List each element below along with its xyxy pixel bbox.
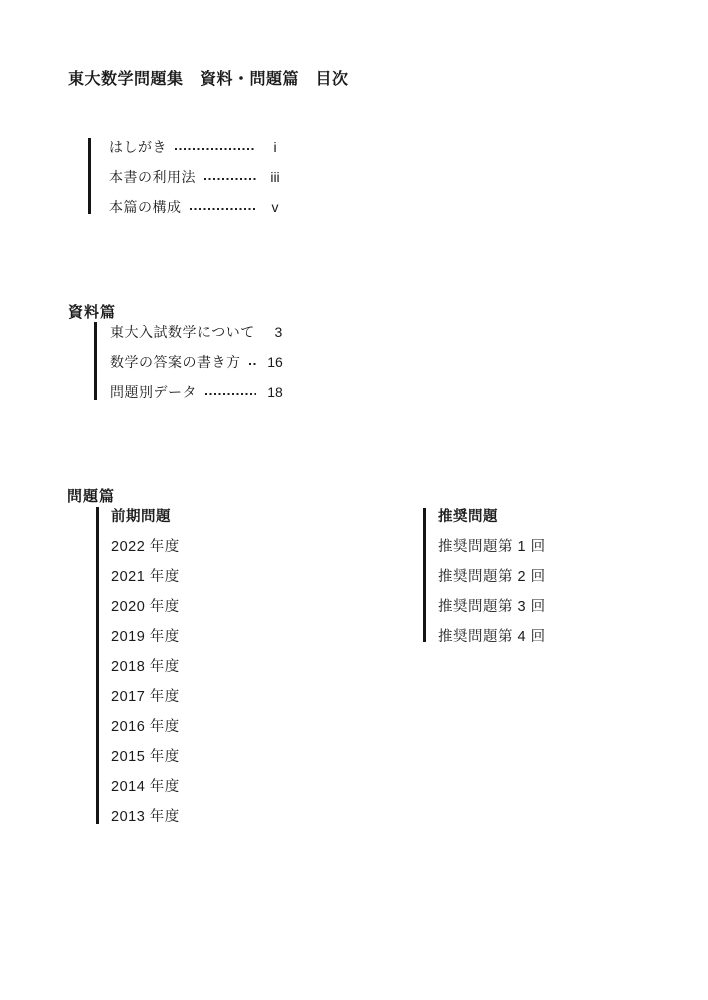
year-item-2019: 2019 年度 bbox=[111, 628, 180, 645]
suisho-column bbox=[438, 500, 546, 650]
toc-entry-page: v bbox=[271, 199, 279, 215]
toc-entry-page: iii bbox=[270, 169, 280, 185]
toc-entry-hashigaki bbox=[109, 132, 288, 162]
toc-entry-label: 本書の利用法 bbox=[109, 169, 196, 185]
dot-leader bbox=[205, 393, 256, 395]
year-item-2022: 2022 年度 bbox=[111, 538, 180, 555]
toc-entry-label: 本篇の構成 bbox=[109, 199, 182, 215]
section-heading-mondaihen: 問題篇 bbox=[67, 488, 116, 505]
year-item-2021: 2021 年度 bbox=[111, 568, 180, 585]
dot-leader bbox=[190, 208, 257, 210]
dot-leader bbox=[204, 178, 256, 180]
year-item-2020: 2020 年度 bbox=[111, 598, 180, 615]
toc-entry-toan bbox=[110, 347, 288, 377]
toc-entry-page: 18 bbox=[267, 384, 283, 400]
dot-leader bbox=[175, 148, 256, 150]
zenki-rule bbox=[96, 507, 99, 824]
suisho-item-2: 推奨問題第 2 回 bbox=[438, 568, 546, 585]
year-item-2013: 2013 年度 bbox=[111, 808, 180, 825]
suisho-item-1: 推奨問題第 1 回 bbox=[438, 538, 546, 555]
shiryohen-rule bbox=[94, 322, 97, 400]
front-matter-rule bbox=[88, 138, 91, 214]
toc-entry-riyoho bbox=[109, 162, 288, 192]
section-heading-shiryohen: 資料篇 bbox=[68, 304, 117, 321]
year-item-2016: 2016 年度 bbox=[111, 718, 180, 735]
suisho-item-4: 推奨問題第 4 回 bbox=[438, 628, 546, 645]
suisho-heading: 推奨問題 bbox=[438, 508, 498, 525]
toc-entry-data bbox=[110, 377, 288, 407]
zenki-column bbox=[111, 500, 180, 830]
toc-entry-page: 3 bbox=[274, 324, 283, 340]
toc-entry-page: 16 bbox=[267, 354, 283, 370]
year-item-2018: 2018 年度 bbox=[111, 658, 180, 675]
dot-leader bbox=[249, 363, 257, 365]
zenki-heading: 前期問題 bbox=[111, 508, 171, 525]
toc-entry-label: はしがき bbox=[109, 139, 167, 155]
toc-entry-nyushi bbox=[110, 317, 288, 347]
year-item-2017: 2017 年度 bbox=[111, 688, 180, 705]
page-title: 東大数学問題集 資料・問題篇 目次 bbox=[68, 71, 349, 88]
year-item-2015: 2015 年度 bbox=[111, 748, 180, 765]
toc-entry-label: 数学の答案の書き方 bbox=[110, 354, 241, 370]
year-item-2014: 2014 年度 bbox=[111, 778, 180, 795]
suisho-item-3: 推奨問題第 3 回 bbox=[438, 598, 546, 615]
toc-entry-label: 問題別データ bbox=[110, 384, 197, 400]
front-matter-list bbox=[109, 132, 288, 222]
toc-entry-page: i bbox=[273, 139, 277, 155]
shiryohen-list bbox=[110, 317, 288, 407]
toc-entry-kosei bbox=[109, 192, 288, 222]
suisho-rule bbox=[423, 508, 426, 642]
toc-entry-label: 東大入試数学について bbox=[110, 324, 255, 340]
